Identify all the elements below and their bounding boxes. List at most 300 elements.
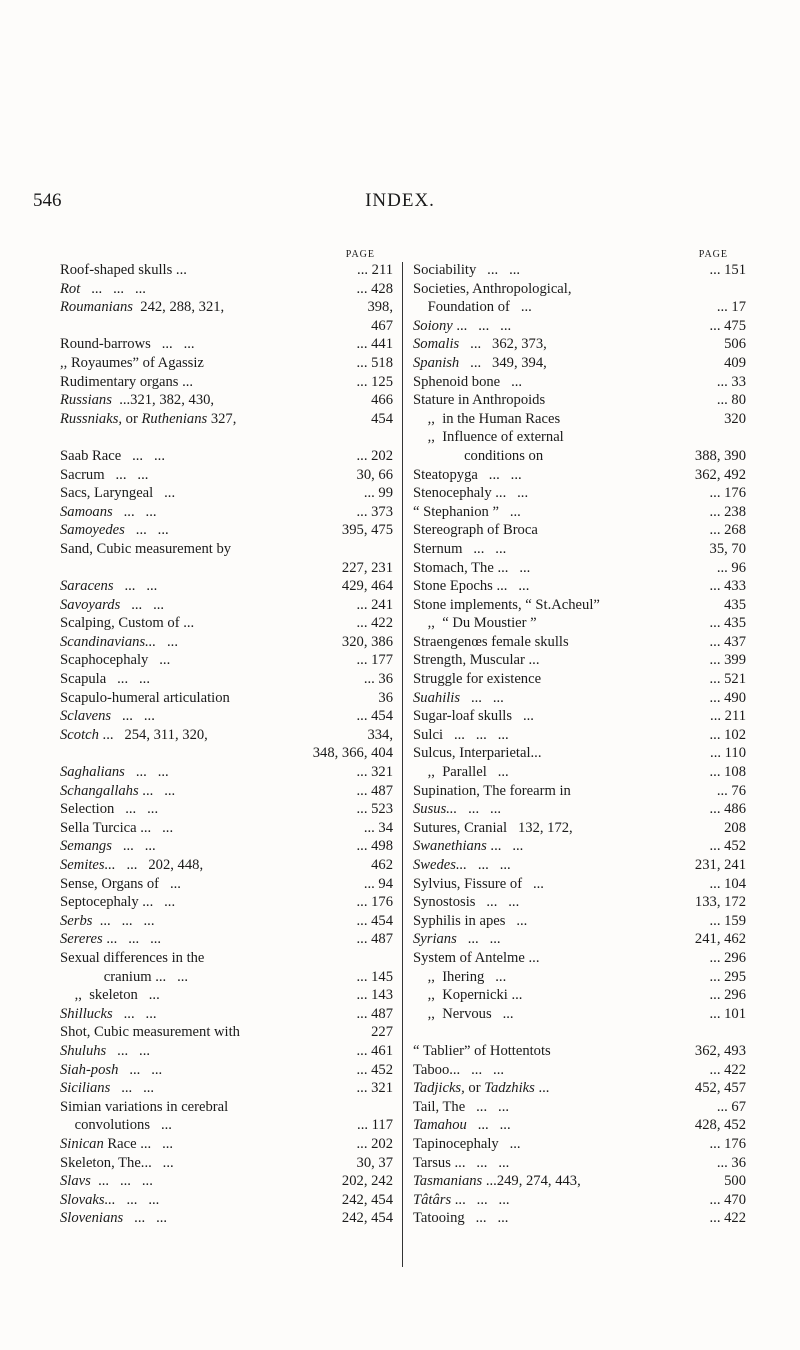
index-page-refs: ... 452 xyxy=(709,838,746,855)
index-page-refs: ... 101 xyxy=(709,1005,746,1022)
index-page-refs: ... 428 xyxy=(356,280,393,297)
index-entry xyxy=(60,391,393,410)
index-page-refs: ... 422 xyxy=(356,615,393,632)
index-page-refs: 320, 386 xyxy=(341,633,393,650)
index-term xyxy=(413,540,506,559)
index-term xyxy=(60,1005,156,1024)
index-term xyxy=(60,1135,173,1154)
index-page-refs: ... 76 xyxy=(716,782,746,799)
index-term xyxy=(60,819,173,838)
index-term xyxy=(60,949,204,968)
index-term xyxy=(60,335,195,354)
index-entry xyxy=(413,298,746,317)
index-page-refs: ... 486 xyxy=(709,801,746,818)
index-term xyxy=(413,559,530,578)
index-term xyxy=(60,856,203,875)
index-page-refs: 429, 464 xyxy=(341,578,393,595)
index-term-part: Tatooing ... ... xyxy=(413,1210,509,1227)
index-term-part: Slovaks... xyxy=(60,1191,116,1208)
index-page-refs: 454 xyxy=(371,410,393,427)
index-term-part: ,, Ihering ... xyxy=(413,968,507,985)
index-page-refs: 231, 241 xyxy=(694,857,746,873)
index-entry xyxy=(413,1209,746,1228)
index-term-part: ,, “ Du Moustier ” xyxy=(413,615,537,632)
index-term-part: Sulcus, Interparietal... xyxy=(413,745,542,762)
index-term-part: ... ... xyxy=(113,578,158,595)
index-term-part: Tapinocephaly ... xyxy=(413,1135,521,1152)
index-page-refs: 30, 37 xyxy=(356,1154,393,1171)
index-page-refs: ... 202 xyxy=(356,1135,393,1152)
index-term xyxy=(60,1061,162,1080)
index-term-part: ... ... ... xyxy=(102,931,162,948)
index-term-part: Serbs xyxy=(60,912,93,929)
index-term-part: ...321, 382, 430, xyxy=(111,392,215,409)
index-term-part: Syrians xyxy=(413,931,457,948)
index-page-refs: ... 437 xyxy=(709,633,746,650)
index-entry xyxy=(60,484,393,503)
index-term-part: ... 202, 448, xyxy=(115,857,204,873)
index-term xyxy=(60,986,160,1005)
index-term-part: Shillucks xyxy=(60,1005,113,1022)
index-entry xyxy=(413,800,746,819)
index-term xyxy=(60,912,154,931)
index-term-part: ... ... ... xyxy=(80,280,146,297)
index-page-refs: 500 xyxy=(724,1173,746,1190)
index-term xyxy=(413,596,600,615)
index-term xyxy=(413,317,511,336)
index-term-part: ... ... xyxy=(106,1042,150,1059)
index-entry xyxy=(60,1098,393,1117)
index-page-refs: ... 241 xyxy=(356,596,393,613)
index-page-refs: 242, 454 xyxy=(341,1191,393,1208)
index-term-part: Savoyards xyxy=(60,596,121,613)
index-entry xyxy=(413,763,746,782)
index-entry xyxy=(60,298,393,317)
index-page-refs: ... 296 xyxy=(709,987,746,1004)
index-entry xyxy=(413,912,746,931)
page-number: 546 xyxy=(33,190,62,211)
index-page-refs: ... 104 xyxy=(709,875,746,892)
index-entry xyxy=(413,317,746,336)
index-entry xyxy=(413,503,746,522)
index-entry xyxy=(413,1135,746,1154)
index-term-part: ... ... ... xyxy=(90,1173,153,1190)
index-page-refs: ... 176 xyxy=(709,485,746,502)
index-term-part: ... ... xyxy=(466,1117,511,1134)
index-entry xyxy=(60,596,393,615)
index-term-part: Susus... xyxy=(413,801,458,818)
index-term-part: conditions on xyxy=(413,447,544,464)
index-term-part: cranium ... ... xyxy=(60,968,189,985)
column-divider xyxy=(402,262,403,1267)
index-term-part: Stereograph of Broca xyxy=(413,522,538,539)
index-term-part: Samoans xyxy=(60,503,113,520)
index-entry xyxy=(413,782,746,801)
index-term xyxy=(60,540,231,559)
index-page-refs: ... 435 xyxy=(709,615,746,632)
index-page-refs: ... 145 xyxy=(356,968,393,985)
index-entry xyxy=(60,317,393,336)
index-term-part: Sexual differences in the xyxy=(60,949,205,966)
index-page-refs: ... 487 xyxy=(356,782,393,799)
index-term xyxy=(413,391,545,410)
index-entry xyxy=(60,540,393,559)
index-term xyxy=(60,391,214,410)
index-term xyxy=(60,521,169,540)
index-term-part: 327, xyxy=(207,410,237,427)
index-page-refs: 35, 70 xyxy=(709,540,746,557)
index-entry xyxy=(413,707,746,726)
index-page-refs: ... 202 xyxy=(356,447,393,464)
index-entry xyxy=(60,800,393,819)
index-term-part: Slavs xyxy=(60,1173,91,1190)
index-term xyxy=(60,726,208,745)
index-page-refs: ... 108 xyxy=(709,764,746,781)
index-entry xyxy=(60,1135,393,1154)
index-page-refs: ... 159 xyxy=(709,912,746,929)
index-page-refs: ... 238 xyxy=(709,503,746,520)
index-entry xyxy=(413,391,746,410)
index-term xyxy=(60,596,164,615)
index-term-part: Rudimentary organs ... xyxy=(60,373,194,390)
index-term xyxy=(60,968,188,987)
index-term xyxy=(413,875,544,894)
index-term xyxy=(413,1135,521,1154)
index-term-part: ... xyxy=(534,1080,550,1097)
index-entry xyxy=(60,875,393,894)
index-term-part: Sphenoid bone ... xyxy=(413,373,523,390)
index-term-part: Steatopyga ... ... xyxy=(413,466,522,483)
index-term-part: ...249, 274, 443, xyxy=(482,1173,581,1190)
index-term-part: convolutions ... xyxy=(60,1117,172,1134)
index-term xyxy=(413,1098,509,1117)
index-entry xyxy=(60,1191,393,1210)
index-term-part: ... ... xyxy=(110,1080,155,1097)
index-page-refs: ... 110 xyxy=(710,745,746,762)
index-entry xyxy=(60,707,393,726)
index-entry xyxy=(413,1098,746,1117)
index-term-part: Tasmanians xyxy=(413,1173,483,1190)
index-term-part: Schangallahs xyxy=(60,782,139,799)
index-term xyxy=(60,1023,240,1042)
index-term-part: Suahilis xyxy=(413,689,461,706)
page-title: INDEX. xyxy=(365,190,435,211)
index-term-part: Sacs, Laryngeal ... xyxy=(60,485,176,502)
index-term xyxy=(413,837,523,856)
index-term xyxy=(413,1116,511,1135)
index-entry xyxy=(413,819,746,838)
index-page-refs: 227, 231 xyxy=(341,559,393,576)
index-term-part: ... ... xyxy=(456,931,501,948)
index-term-part: Scapulo-humeral articulation xyxy=(60,689,230,706)
index-term-part: Struggle for existence xyxy=(413,671,542,688)
index-page-refs: ... 433 xyxy=(709,578,746,595)
index-entry xyxy=(413,373,746,392)
index-term-part: “ Stephanion ” ... xyxy=(413,503,521,520)
index-page-refs: ... 470 xyxy=(709,1191,746,1208)
index-term xyxy=(60,503,156,522)
index-entry xyxy=(60,1005,393,1024)
index-term xyxy=(413,689,504,708)
index-entry xyxy=(413,559,746,578)
index-entry xyxy=(60,577,393,596)
index-entry xyxy=(60,893,393,912)
index-entry xyxy=(60,261,393,280)
index-term xyxy=(413,930,501,949)
index-term-part: Saab Race ... ... xyxy=(60,447,165,464)
index-entry xyxy=(413,1005,746,1024)
index-term-part: Societies, Anthropological, xyxy=(413,280,572,297)
index-term xyxy=(413,354,547,373)
index-term-part: Shot, Cubic measurement with xyxy=(60,1024,240,1041)
index-spacer xyxy=(60,428,393,447)
index-term-part: Scotch xyxy=(60,726,99,743)
index-term xyxy=(413,986,522,1005)
index-term-part: ... ... ... xyxy=(451,1191,510,1208)
index-page-refs: 242, 454 xyxy=(341,1210,393,1227)
index-term xyxy=(60,373,193,392)
index-term-part: Synostosis ... ... xyxy=(413,894,520,911)
index-page-refs: ... 102 xyxy=(709,726,746,743)
index-term xyxy=(60,614,194,633)
index-page-refs: ... 36 xyxy=(363,671,393,688)
index-term xyxy=(413,744,541,763)
index-term xyxy=(60,1042,150,1061)
index-page-refs: ... 94 xyxy=(363,875,393,892)
index-page-refs: ... 490 xyxy=(709,689,746,706)
index-entry xyxy=(60,856,393,875)
index-term-part: ... 362, 373, xyxy=(459,336,547,353)
index-entry xyxy=(60,670,393,689)
index-term xyxy=(413,410,560,429)
index-entry xyxy=(60,651,393,670)
index-term xyxy=(413,670,541,689)
index-term xyxy=(60,1209,167,1228)
index-term-part: ... ... xyxy=(112,1005,157,1022)
index-term xyxy=(60,1191,159,1210)
index-page-refs: ... 17 xyxy=(716,299,746,316)
index-term-part: Syphilis in apes ... xyxy=(413,912,528,929)
index-term-part: Sereres xyxy=(60,931,103,948)
index-term-part: ,, Nervous ... xyxy=(413,1005,514,1022)
index-page-refs: ... 34 xyxy=(363,819,393,836)
index-entry xyxy=(60,614,393,633)
index-term-part: ... ... xyxy=(457,801,501,818)
index-term-part: ... ... xyxy=(120,596,165,613)
index-term-part: Taboo... ... ... xyxy=(413,1061,504,1078)
index-term-part: Sacrum ... ... xyxy=(60,466,149,483)
index-page-refs: 388, 390 xyxy=(694,447,746,464)
index-page-refs: 208 xyxy=(724,819,746,836)
index-entry xyxy=(60,447,393,466)
index-term-part: Tamahou xyxy=(413,1117,467,1134)
index-term xyxy=(60,1154,174,1173)
index-term xyxy=(60,1172,153,1191)
index-term-part: Sugar-loaf skulls ... xyxy=(413,708,534,725)
index-entry xyxy=(60,986,393,1005)
index-term-part: Selection ... ... xyxy=(60,801,159,818)
index-entry xyxy=(413,280,746,299)
index-entry xyxy=(413,466,746,485)
index-term-part: Swedes... xyxy=(413,857,467,873)
index-page-refs: ... 454 xyxy=(356,912,393,929)
index-term-part: Tail, The ... ... xyxy=(413,1098,509,1115)
index-page-refs: ... 475 xyxy=(709,317,746,334)
index-term xyxy=(413,633,569,652)
index-entry xyxy=(60,335,393,354)
index-term-part: ... ... xyxy=(124,522,169,539)
index-term xyxy=(413,763,509,782)
index-term xyxy=(413,577,529,596)
index-term-part: Stone implements, “ St.Acheul” xyxy=(413,596,600,613)
index-term-part: Saghalians xyxy=(60,764,125,781)
index-entry xyxy=(60,689,393,708)
index-entry xyxy=(413,837,746,856)
index-term-part: Somalis xyxy=(413,336,460,353)
index-term xyxy=(413,1079,549,1098)
index-entry xyxy=(413,1191,746,1210)
index-term-part: ... 254, 311, 320, xyxy=(98,726,208,743)
index-term-part: Straengenœs female skulls xyxy=(413,633,569,650)
index-term xyxy=(60,410,236,429)
index-term xyxy=(60,651,170,670)
index-term-part: “ Tablier” of Hottentots xyxy=(413,1042,551,1059)
index-page-refs: 467 xyxy=(371,317,393,334)
index-entry xyxy=(413,651,746,670)
index-term-part: Tadzhiks xyxy=(484,1080,535,1097)
index-page-refs: 428, 452 xyxy=(694,1117,746,1134)
index-page-refs: ... 321 xyxy=(356,764,393,781)
index-page-refs: ... 422 xyxy=(709,1061,746,1078)
index-term-part: ... ... ... xyxy=(452,317,512,334)
index-page-refs: ... 117 xyxy=(357,1117,393,1134)
index-term-part: Scandinavians... xyxy=(60,633,157,650)
index-entry xyxy=(60,744,393,763)
index-page-refs: 241, 462 xyxy=(694,931,746,948)
index-page-refs: 320 xyxy=(724,410,746,427)
index-term xyxy=(413,1209,508,1228)
index-entry xyxy=(413,689,746,708)
index-entry xyxy=(413,614,746,633)
index-term-part: Stomach, The ... ... xyxy=(413,559,531,576)
index-page-refs: 227 xyxy=(371,1024,393,1041)
index-term-part: Saracens xyxy=(60,578,114,595)
index-term-part: Semangs xyxy=(60,838,112,855)
index-term xyxy=(413,912,527,931)
index-term-part: Stature in Anthropoids xyxy=(413,392,546,409)
index-entry xyxy=(413,670,746,689)
index-entry xyxy=(413,1116,746,1135)
index-page-refs: ... 454 xyxy=(356,708,393,725)
index-entry xyxy=(413,986,746,1005)
index-entry xyxy=(60,930,393,949)
index-term xyxy=(60,930,161,949)
index-term-part: Roumanians xyxy=(60,299,133,316)
index-entry xyxy=(413,354,746,373)
index-term xyxy=(413,521,538,540)
index-term xyxy=(413,856,511,875)
index-entry xyxy=(60,763,393,782)
index-page-refs: ... 99 xyxy=(363,485,393,502)
index-entry xyxy=(60,837,393,856)
index-entry xyxy=(413,1061,746,1080)
index-entry xyxy=(413,577,746,596)
index-term-part: Samoyedes xyxy=(60,522,125,539)
index-term-part: Semites... xyxy=(60,857,116,873)
index-term-part: Sutures, Cranial 132, 172, xyxy=(413,819,573,836)
index-term xyxy=(413,651,539,670)
index-page-refs: ... 296 xyxy=(709,949,746,966)
index-entry xyxy=(413,726,746,745)
index-term xyxy=(413,261,520,280)
index-term xyxy=(413,1172,581,1191)
index-entry xyxy=(60,782,393,801)
index-term-part: ... xyxy=(156,633,178,650)
index-entry xyxy=(60,559,393,578)
index-term-part: Round-barrows ... ... xyxy=(60,336,195,353)
index-page-refs: 462 xyxy=(371,857,393,873)
index-page-refs: ... 151 xyxy=(709,262,746,278)
index-entry xyxy=(413,428,746,447)
index-page-refs: ... 487 xyxy=(356,1005,393,1022)
index-term xyxy=(413,949,539,968)
index-page-refs: ... 176 xyxy=(356,894,393,911)
index-page-refs: ... 373 xyxy=(356,503,393,520)
index-page-refs: ... 211 xyxy=(357,262,393,278)
index-term-part: Sense, Organs of ... xyxy=(60,875,181,892)
index-entry xyxy=(60,949,393,968)
index-term xyxy=(60,298,224,317)
index-entry xyxy=(60,1154,393,1173)
index-term-part: Sociability ... ... xyxy=(413,262,521,278)
index-term-part: ,, in the Human Races xyxy=(413,410,561,427)
index-term xyxy=(60,689,230,708)
index-term xyxy=(60,261,187,280)
index-entry xyxy=(60,503,393,522)
index-entry xyxy=(60,410,393,429)
index-spacer xyxy=(413,1023,746,1042)
index-entry xyxy=(60,1042,393,1061)
index-page-refs: ... 521 xyxy=(709,671,746,688)
index-term-part: ... ... xyxy=(124,764,169,781)
page-column-heading: PAGE xyxy=(698,249,728,260)
index-page-refs: 202, 242 xyxy=(341,1173,393,1190)
index-page-refs: ... 80 xyxy=(716,392,746,409)
index-page-refs: 409 xyxy=(724,354,746,371)
index-term-part: Shuluhs xyxy=(60,1042,107,1059)
index-entry xyxy=(413,1042,746,1061)
index-term xyxy=(60,1116,172,1135)
index-term xyxy=(413,1191,510,1210)
index-page-refs: ... 523 xyxy=(356,801,393,818)
index-term xyxy=(413,447,543,466)
index-term xyxy=(60,633,178,652)
index-term xyxy=(60,1079,154,1098)
index-page-refs: 348, 366, 404 xyxy=(312,745,393,762)
index-term xyxy=(413,726,509,745)
index-page-refs: 435 xyxy=(724,596,746,613)
index-entry xyxy=(60,280,393,299)
index-entry xyxy=(60,521,393,540)
index-term-part: Soiony xyxy=(413,317,453,334)
index-term-part: ... ... xyxy=(111,708,155,725)
index-term xyxy=(60,577,157,596)
index-entry xyxy=(60,354,393,373)
index-page-refs: ... 461 xyxy=(356,1042,393,1059)
index-entry xyxy=(413,968,746,987)
index-term xyxy=(60,837,156,856)
index-term xyxy=(60,280,146,299)
